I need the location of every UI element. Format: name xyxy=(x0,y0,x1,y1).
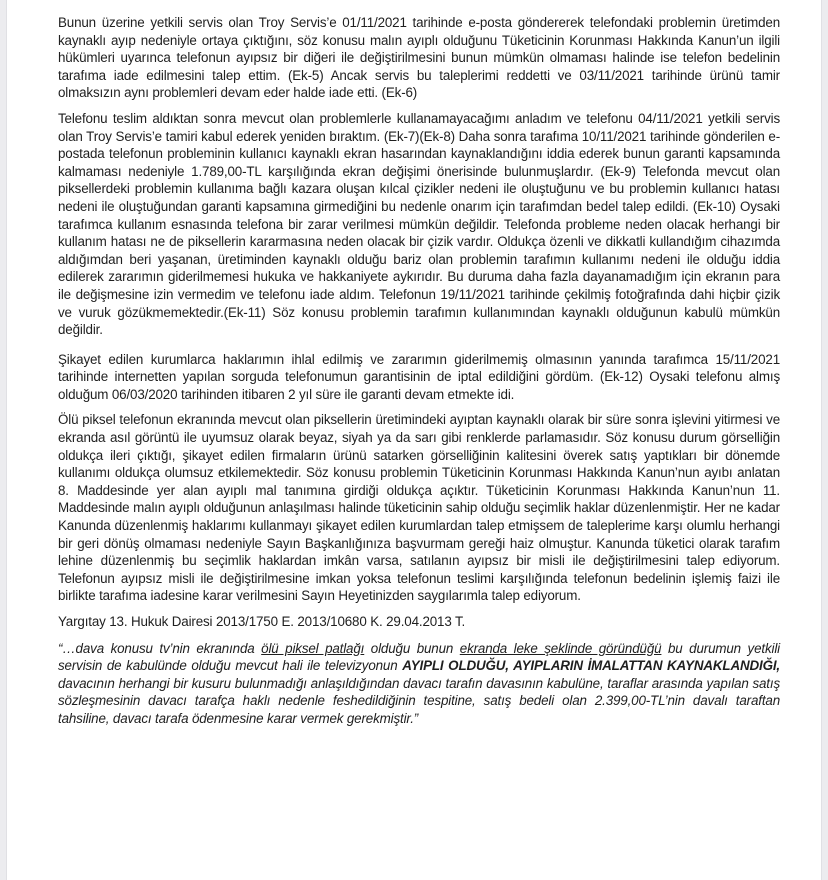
paragraph-repair-dispute: Telefonu teslim aldıktan sonra mevcut olan problemlerle kullanamayacağımı anladım ve telefonu 04/11/2021 yetkili servis olan Troy Servis’e tamiri kabul ederek yeniden bıraktım. (Ek-7)(Ek-8) Daha sonra tarafıma 10/11/2021 tarihinde gönderilen e-postada telefonun probleminin kullanıcı kaynaklı ekran hasarından kaynaklandığını iddia ederek bunun garanti kapsamında kalmaması nedeniyle 1.789,00-TL karşılığında ekran değişimi önerisinde bulunmuşlardır. (Ek-9) Telefonda mevcut olan piksellerdeki problemin kullanıma bağlı kazara oluşan kılcal çizikler nedeni ile oluştuğunu ve bu problemin kullanıcı hatası nedeni ile oluştuğundan garanti kapsamına girmediğini bu nedenle onarım için tarafımdan bedel talep edildi. (Ek-10) Oysaki tarafımca kullanım esnasında telefona bir zarar verilmesi mümkün değildir. Telefonda probleme neden olacak herhangi bir kullanım hatası ne de piksellerin kararmasına neden olacak bir çizik vardır. Oldukça özenli ve dikkatli kullandığım cihazımda aldığımdan beri yaşanan, üretiminden kaynaklı olduğu bariz olan problemin tarafımın kullanımı nedeni ile olduğu iddia edilerek zararımın giderilmemesi hukuka ve hakkaniyete aykırıdır. Bu duruma daha fazla dayanamadığım için ekranın para ile değişmesine izin vermedim ve telefonu iade aldım. Telefonun 19/11/2021 tarihinde çekilmiş fotoğrafında dahi hiçbir çizik ve vuruk gözükmemektedir.(Ek-11) Söz konusu problemin tarafımın kullanımından kaynaklı olduğunun kabulü mümkün değildir. xyxy=(58,110,780,338)
quote-underline-dead-pixel: ölü piksel patlağı xyxy=(261,640,365,656)
quote-text: davacının herhangi bir kusuru bulunmadığı anlaşıldığından davacı tarafın davasının kabulüne, taraflar arasında yapılan satış sözleşmesinin davacı tarafça haklı nedenle feshedildiğinin tespitine, satış bedeli olan 2.399,00-TL’nin davalı taraftan tahsiline, davacı tarafa ödenmesine karar vermek gerekmiştir.” xyxy=(58,675,780,726)
quote-text: olduğu bunun xyxy=(364,640,460,656)
paragraph-warranty-cancelled: Şikayet edilen kurumlarca haklarımın ihlal edilmiş ve zararımın giderilmemiş olmasının yanında tarafımca 15/11/2021 tarihinde internetten yapılan sorguda telefonumun garantisinin de iptal edildiğini gördüm. (Ek-12) Oysaki telefonu almış olduğum 06/03/2020 tarihinden itibaren 2 yıl süre ile garanti devam etmekte idi. xyxy=(58,351,780,402)
quote-text: bu durumun yetkili servisin de kabulünde olduğu mevcut hali ile televizyonun xyxy=(58,640,780,674)
court-quote xyxy=(58,640,780,728)
quote-bold-defect: AYIPLI OLDUĞU, AYIPLARIN İMALATTAN KAYNAKLANDIĞI, xyxy=(402,658,780,674)
document-page xyxy=(58,14,780,728)
court-citation: Yargıtay 13. Hukuk Dairesi 2013/1750 E. 2013/10680 K. 29.04.2013 T. xyxy=(58,614,466,629)
page-left-edge xyxy=(0,0,7,880)
page-right-edge xyxy=(821,0,828,880)
quote-underline-stain: ekranda leke şeklinde göründüğü xyxy=(459,640,662,656)
quote-text: “…dava konusu tv’nin ekranında xyxy=(58,640,262,656)
paragraph-service-request: Bunun üzerine yetkili servis olan Troy Servis’e 01/11/2021 tarihinde e-posta göndererek telefondaki problemin üretimden kaynaklı ayıp nedeniyle ortaya çıktığını, söz konusu malın ayıplı olduğunu Tüketicinin Korunması Hakkında Kanun’un ilgili hükümleri uyarınca telefonun ayıpsız bir diğeri ile değiştirilmesini bunun mümkün olmaması halinde ise telefon bedelinin tarafıma iade edilmesini talep ettim. (Ek-5) Ancak servis bu taleplerimi reddetti ve 03/11/2021 tarihinde ürünü tamir olmaksızın aynı problemleri devam eder halde iade etti. (Ek-6) xyxy=(58,15,780,101)
paragraph-dead-pixel-claim: Ölü piksel telefonun ekranında mevcut olan piksellerin üretimindeki ayıptan kaynaklı olarak bir süre sonra işlevini yitirmesi ve ekranda asıl görüntü ile uyumsuz olarak beyaz, siyah ya da sarı gibi renklerde parlamasıdır. Söz konusu durum görselliğin oldukça ileri çıktığı, şikayet edilen firmaların ürünü satarken görselliğinin kalitesini överek satış yaptıkları bir dönemde kullanımı oldukça olumsuz etkilemektedir. Söz konusu problemin Tüketicinin Korunması Hakkında Kanun’nun ayıbı anlatan 8. Maddesinde yer alan ayıplı mal tanımına girdiği oldukça açıktır. Tüketicinin Korunması Hakkında Kanun’nun 11. Maddesinde malın ayıplı olduğunun anlaşılması halinde tüketicinin sahip olduğu seçimlik haklar düzenlenmiştir. Her ne kadar Kanunda düzenlenmiş haklarımı kullanmayı şikayet edilen kurumlardan talep etmişsem de taleplerime karşı olumlu herhangi bir geri dönüş olmaması nedeniyle Sayın Başkanlığınıza başvurmam gereği haiz olmuştur. Kanunda tüketici olarak tarafım lehine düzenlenmiş bu seçimlik haklardan imkân varsa, satılanın ayıpsız bir misli ile değiştirilmesini talep ediyorum. Telefonun ayıpsız misli ile değiştirilmesine imkan yoksa telefonun teslimi karşılığında telefonun bedelinin işlemiş faizi ile birlikte tarafıma iadesine karar verilmesini Sayın Heyetinizden saygılarımla talep ediyorum. xyxy=(58,412,780,604)
